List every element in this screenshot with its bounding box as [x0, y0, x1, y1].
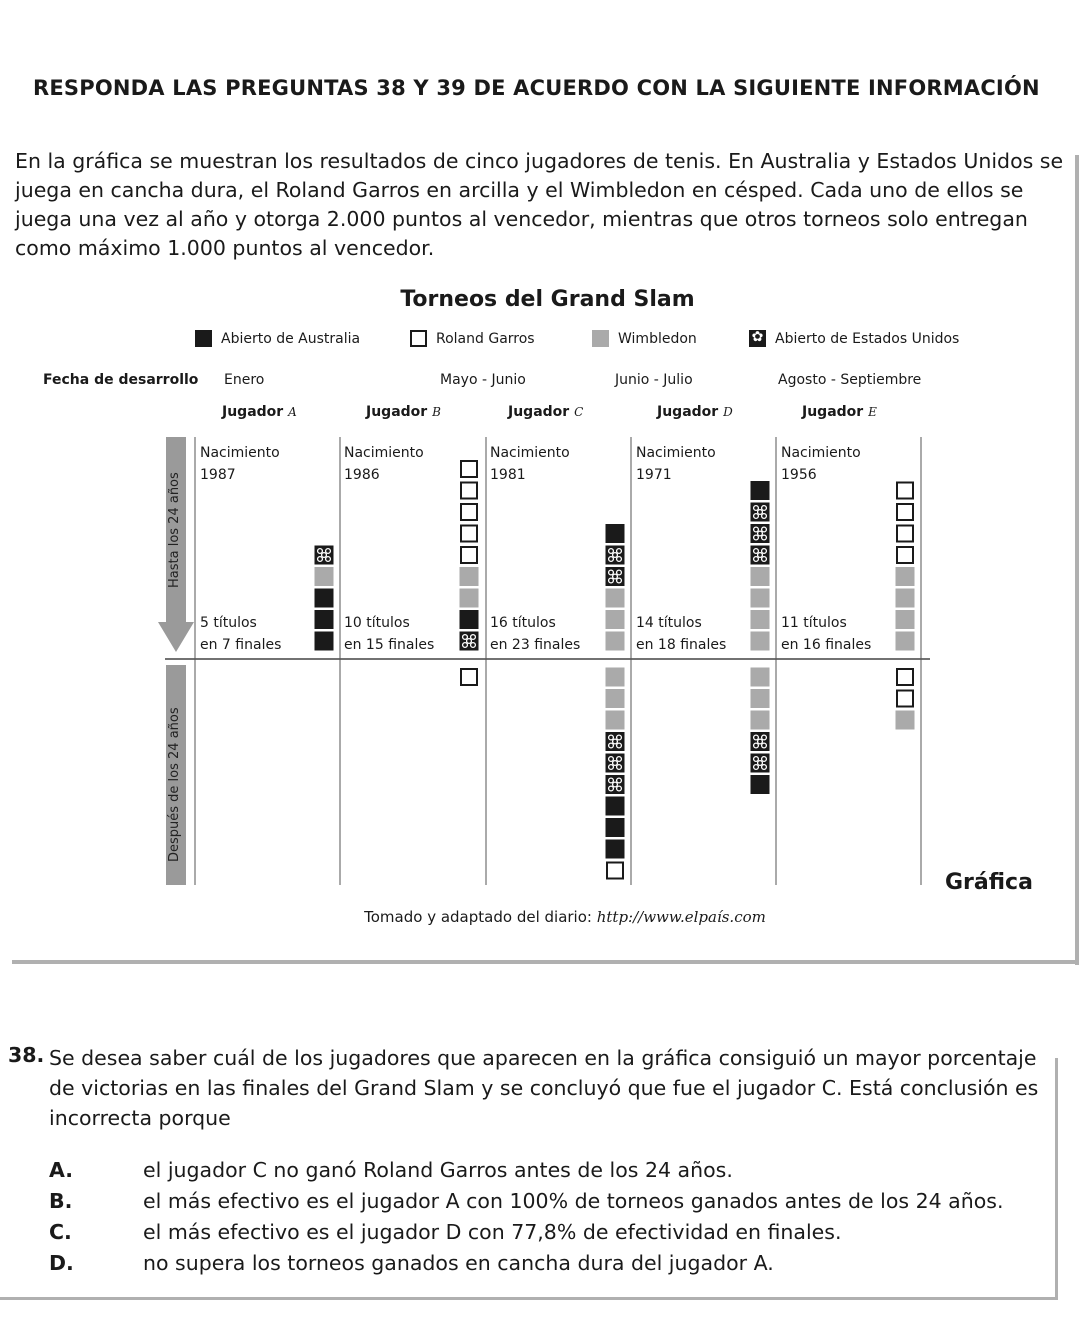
player-header-d: Jugador D — [657, 404, 733, 420]
tile-us-open-player-c — [606, 732, 625, 751]
tile-wimbledon-player-d — [751, 711, 770, 730]
tile-wimbledon-player-e — [896, 711, 915, 730]
tile-us-open-player-d — [751, 503, 770, 522]
tile-us-open-player-c — [606, 754, 625, 773]
chart-caption: Gráfica — [945, 870, 1033, 895]
tile-us-open-player-b — [460, 632, 479, 651]
tile-wimbledon-player-c — [606, 589, 625, 608]
birth-year-c: 1981 — [490, 467, 526, 483]
tile-roland-garros-player-e — [897, 483, 913, 499]
tile-wimbledon-player-d — [751, 567, 770, 586]
option-a-text[interactable]: el jugador C no ganó Roland Garros antes de los 24 años. — [143, 1158, 733, 1182]
tile-wimbledon-player-e — [896, 632, 915, 651]
option-a-letter[interactable]: A. — [49, 1158, 74, 1182]
titles-a: 5 títulos — [200, 615, 257, 631]
legend-label: Abierto de Australia — [221, 330, 361, 347]
tile-roland-garros-player-b — [461, 526, 477, 542]
tile-roland-garros-player-b — [461, 483, 477, 499]
fecha-junio-julio: Junio - Julio — [615, 372, 693, 388]
tile-roland-garros-player-b — [461, 504, 477, 520]
birth-label-a: Nacimiento — [200, 445, 280, 461]
tile-wimbledon-player-d — [751, 632, 770, 651]
tile-australia-player-c — [606, 524, 625, 543]
source-url: http://www.elpaís.com — [596, 908, 766, 926]
finals-c: en 23 finales — [490, 637, 581, 653]
tile-roland-garros-player-e — [897, 669, 913, 685]
fecha-mayo-junio: Mayo - Junio — [440, 372, 526, 388]
tile-australia-player-d — [751, 775, 770, 794]
tile-us-open-player-d — [751, 732, 770, 751]
tile-us-open-player-d — [751, 754, 770, 773]
finals-e: en 16 finales — [781, 637, 872, 653]
tile-roland-garros-player-e — [897, 547, 913, 563]
tile-australia-player-b — [460, 610, 479, 629]
finals-a: en 7 finales — [200, 637, 282, 653]
tile-australia-player-a — [315, 632, 334, 651]
axis-label-before24: Hasta los 24 años — [167, 472, 182, 588]
intro-paragraph: En la gráfica se muestran los resultados de cinco jugadores de tenis. En Australia y Estados Unidos se juega en cancha dura, el Roland Garros en arcilla y el Wimbledon en césped. Cada uno de ellos se juega una vez al año y otorga 2.000 puntos al vencedor, mientras que otros torneos solo entregan como máximo 1.000 puntos al vencedor. — [15, 149, 1064, 260]
fecha-agosto-septiembre: Agosto - Septiembre — [778, 372, 922, 388]
tile-australia-player-a — [315, 589, 334, 608]
option-d-letter[interactable]: D. — [49, 1251, 74, 1275]
titles-b: 10 títulos — [344, 615, 410, 631]
tile-wimbledon-player-d — [751, 689, 770, 708]
option-c-text[interactable]: el más efectivo es el jugador D con 77,8% de efectividad en finales. — [143, 1220, 842, 1244]
birth-label-e: Nacimiento — [781, 445, 861, 461]
tile-us-open-player-c — [606, 775, 625, 794]
birth-year-d: 1971 — [636, 467, 672, 483]
birth-year-b: 1986 — [344, 467, 380, 483]
titles-d: 14 títulos — [636, 615, 702, 631]
axis-label-after24: Después de los 24 años — [167, 707, 182, 862]
tile-wimbledon-player-c — [606, 632, 625, 651]
fecha-enero: Enero — [224, 372, 265, 388]
tile-wimbledon-player-c — [606, 711, 625, 730]
birth-label-d: Nacimiento — [636, 445, 716, 461]
tile-wimbledon-player-b — [460, 589, 479, 608]
section-heading: RESPONDA LAS PREGUNTAS 38 Y 39 DE ACUERDO CON LA SIGUIENTE INFORMACIÓN — [33, 76, 1040, 100]
tile-us-open-player-c — [606, 567, 625, 586]
option-d-text[interactable]: no supera los torneos ganados en cancha dura del jugador A. — [143, 1251, 774, 1275]
option-b-text[interactable]: el más efectivo es el jugador A con 100% de torneos ganados antes de los 24 años. — [143, 1189, 1004, 1213]
option-b-letter[interactable]: B. — [49, 1189, 73, 1213]
tile-roland-garros-player-b — [461, 461, 477, 477]
tile-australia-player-a — [315, 610, 334, 629]
fecha-label: Fecha de desarrollo — [43, 372, 199, 388]
column-dividers — [195, 437, 921, 885]
tile-wimbledon-player-a — [315, 567, 334, 586]
tile-roland-garros-player-e — [897, 526, 913, 542]
chart-tiles — [315, 461, 915, 879]
tile-roland-garros-player-e — [897, 504, 913, 520]
birth-year-e: 1956 — [781, 467, 817, 483]
tile-australia-player-c — [606, 797, 625, 816]
tile-wimbledon-player-c — [606, 668, 625, 687]
tile-us-open-player-c — [606, 546, 625, 565]
axis-arrow-head — [158, 622, 194, 652]
tile-us-open-player-d — [751, 546, 770, 565]
legend-label: Wimbledon — [618, 330, 697, 347]
tile-us-open-player-d — [751, 524, 770, 543]
question-box-bottom — [0, 1297, 1058, 1300]
titles-c: 16 títulos — [490, 615, 556, 631]
tile-wimbledon-player-d — [751, 610, 770, 629]
tile-wimbledon-player-c — [606, 689, 625, 708]
legend-label: Abierto de Estados Unidos — [775, 330, 960, 347]
tile-roland-garros-player-b — [461, 547, 477, 563]
question-number: 38. — [8, 1043, 45, 1067]
option-c-letter[interactable]: C. — [49, 1220, 72, 1244]
tile-wimbledon-player-e — [896, 589, 915, 608]
finals-d: en 18 finales — [636, 637, 727, 653]
chart-source: Tomado y adaptado del diario: http://www.elpaís.com — [364, 908, 766, 926]
titles-e: 11 títulos — [781, 615, 847, 631]
tile-australia-player-d — [751, 481, 770, 500]
question-box-right — [1055, 1058, 1058, 1300]
tile-wimbledon-player-d — [751, 668, 770, 687]
tile-wimbledon-player-d — [751, 589, 770, 608]
player-header-e: Jugador E — [802, 404, 877, 420]
chart-title: Torneos del Grand Slam — [400, 287, 695, 312]
finals-b: en 15 finales — [344, 637, 435, 653]
tile-australia-player-c — [606, 840, 625, 859]
tile-roland-garros-player-b — [461, 669, 477, 685]
player-header-c: Jugador C — [508, 404, 584, 420]
tile-wimbledon-player-b — [460, 567, 479, 586]
question-text: Se desea saber cuál de los jugadores que aparecen en la gráfica consiguió un mayor porcentaje de victorias en las finales del Grand Slam y se concluyó que fue el jugador C. Está conclusión es incorrecta porque — [49, 1046, 1039, 1130]
player-header-b: Jugador B — [366, 404, 441, 420]
tile-wimbledon-player-e — [896, 610, 915, 629]
player-header-a: Jugador A — [222, 404, 297, 420]
tile-wimbledon-player-e — [896, 567, 915, 586]
tile-roland-garros-player-e — [897, 691, 913, 707]
tile-us-open-player-a — [315, 546, 334, 565]
tile-roland-garros-player-c — [607, 863, 623, 879]
tile-australia-player-c — [606, 818, 625, 837]
legend-label: Roland Garros — [436, 330, 535, 347]
birth-label-b: Nacimiento — [344, 445, 424, 461]
tile-wimbledon-player-c — [606, 610, 625, 629]
birth-year-a: 1987 — [200, 467, 236, 483]
birth-label-c: Nacimiento — [490, 445, 570, 461]
